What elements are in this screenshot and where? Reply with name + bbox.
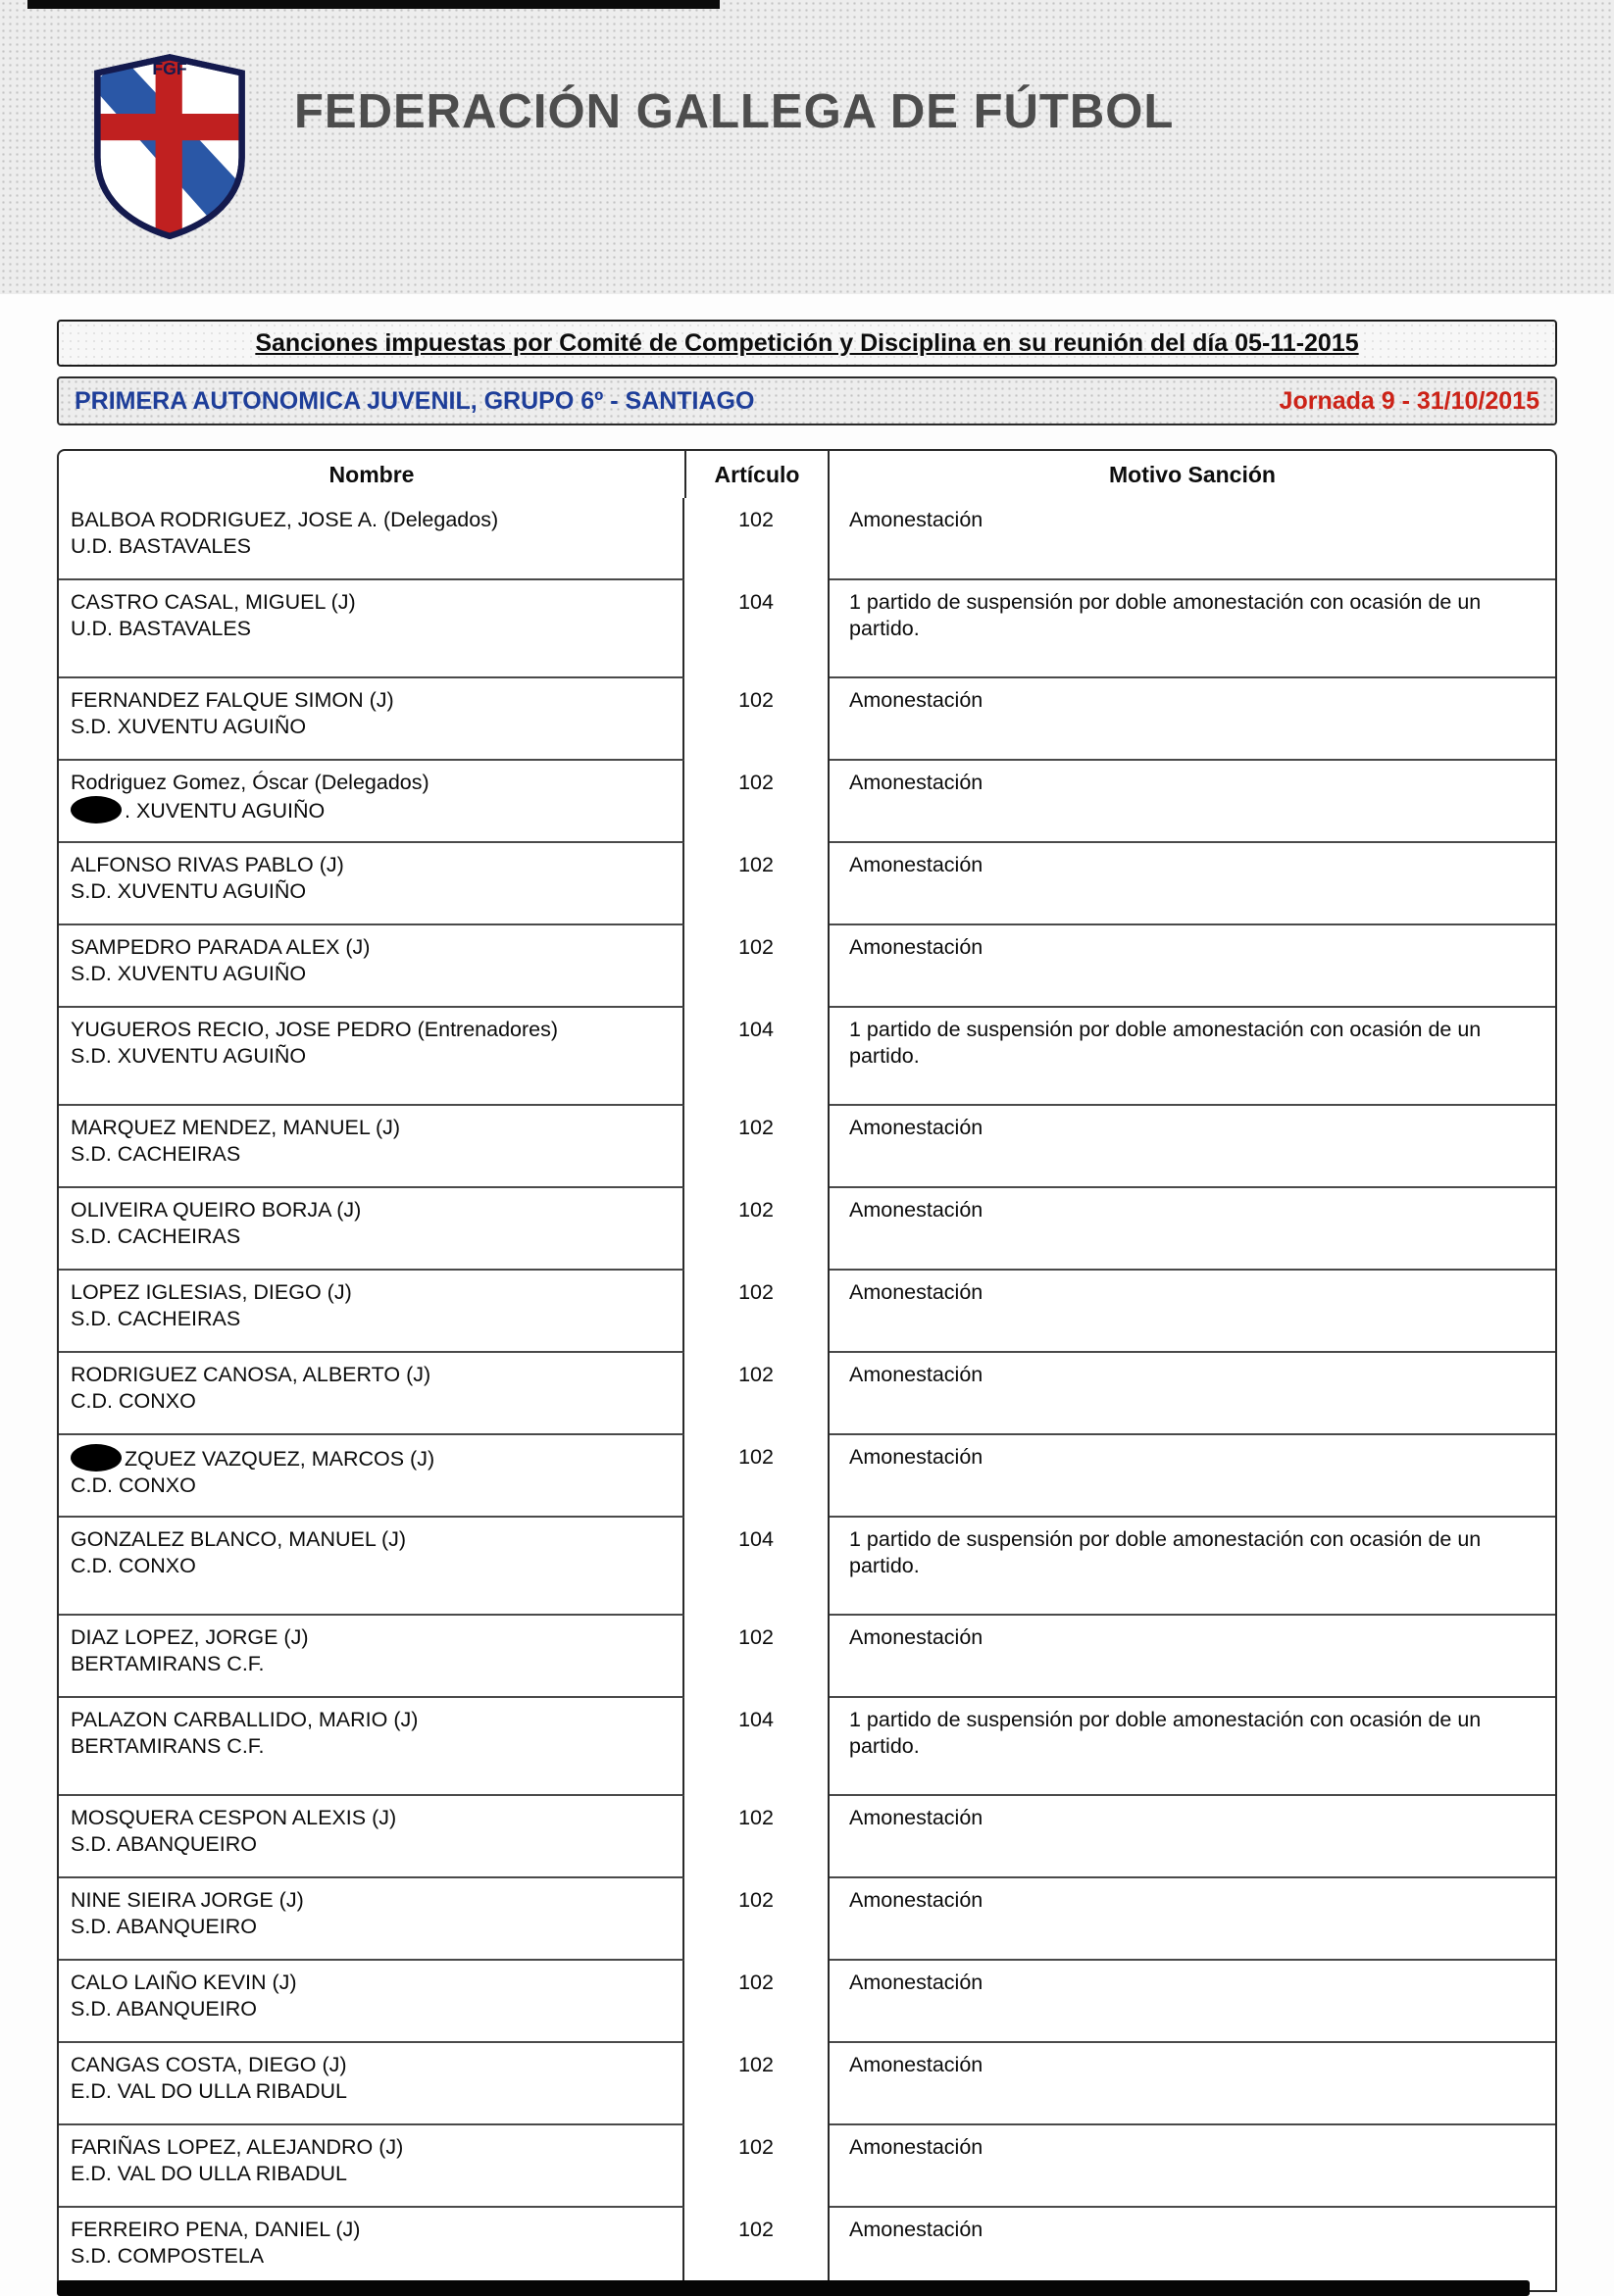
sanctions-title-box [57,320,1557,367]
name-cell [59,761,684,843]
sanction-reason: Amonestación [830,1271,1555,1353]
club-name: C.D. CONXO [71,1389,196,1413]
person-name: OLIVEIRA QUEIRO BORJA (J) [71,1198,362,1222]
article-number: 102 [684,2125,830,2208]
article-number: 102 [684,1188,830,1271]
jornada-label: Jornada 9 - 31/10/2015 [1279,386,1539,415]
sanction-reason: Amonestación [830,1435,1555,1518]
name-cell [59,1435,684,1518]
name-cell [59,498,684,580]
club-name: S.D. CACHEIRAS [71,1307,241,1330]
table-row [59,1616,1555,1698]
sanction-reason: Amonestación [830,1188,1555,1271]
club-name: U.D. BASTAVALES [71,534,251,558]
article-number: 102 [684,2208,830,2290]
name-cell [59,1878,684,1961]
sanctions-table [57,449,1557,2292]
article-number: 102 [684,1435,830,1518]
club-name: S.D. XUVENTU AGUIÑO [71,962,307,985]
scan-artifact-top [27,0,720,9]
table-row [59,1188,1555,1271]
club-name: E.D. VAL DO ULLA RIBADUL [71,2079,347,2103]
club-name: . XUVENTU AGUIÑO [71,796,673,824]
fgf-shield-logo-icon [90,51,249,239]
sanction-reason: Amonestación [830,678,1555,761]
table-row [59,843,1555,925]
scan-artifact-bottom [57,2280,1530,2296]
sanction-reason: Amonestación [830,1878,1555,1961]
name-cell [59,1188,684,1271]
article-number: 102 [684,925,830,1008]
sanctions-title: Sanciones impuestas por Comité de Competición y Disciplina en su reunión del día 05-11-2015 [255,328,1359,357]
logo-text: FGF [152,59,187,78]
person-name: PALAZON CARBALLIDO, MARIO (J) [71,1708,419,1731]
article-number: 104 [684,1518,830,1616]
club-name: E.D. VAL DO ULLA RIBADUL [71,2162,347,2185]
article-number: 102 [684,678,830,761]
article-number: 102 [684,1271,830,1353]
sanction-reason: Amonestación [849,2218,984,2241]
table-row [59,925,1555,1008]
person-name: CANGAS COSTA, DIEGO (J) [71,2053,347,2076]
article-number: 102 [684,1353,830,1435]
name-cell [59,1698,684,1796]
table-row [59,678,1555,761]
article-number: 102 [684,843,830,925]
name-cell [59,1353,684,1435]
table-header-row [59,451,1555,498]
sanction-reason: Amonestación [830,925,1555,1008]
org-title: FEDERACIÓN GALLEGA DE FÚTBOL [294,85,1175,138]
col-header-articulo: Artículo [684,451,830,498]
club-name: S.D. ABANQUEIRO [71,1832,257,1856]
redaction-blob [71,796,122,824]
person-name: ZQUEZ VAZQUEZ, MARCOS (J) [71,1444,673,1472]
club-name: S.D. ABANQUEIRO [71,1997,257,2021]
table-row [59,498,1555,580]
person-name: YUGUEROS RECIO, JOSE PEDRO (Entrenadores) [71,1018,559,1041]
logo-cross-vertical [156,51,182,239]
table-row [59,2208,1555,2290]
name-cell [59,1106,684,1188]
sanction-reason: Amonestación [830,498,1555,580]
sanction-reason: Amonestación [830,2125,1555,2208]
table-row [59,1271,1555,1353]
sanction-reason: 1 partido de suspensión por doble amonestación con ocasión de un partido. [830,580,1555,678]
person-name: CALO LAIÑO KEVIN (J) [71,1971,297,1994]
sanction-reason: Amonestación [830,2043,1555,2125]
person-name: MOSQUERA CESPON ALEXIS (J) [71,1806,397,1829]
sanction-reason: 1 partido de suspensión por doble amonestación con ocasión de un partido. [830,1008,1555,1106]
sanction-reason: Amonestación [830,1353,1555,1435]
person-name: RODRIGUEZ CANOSA, ALBERTO (J) [71,1363,431,1386]
table-row [59,1698,1555,1796]
table-row [59,1961,1555,2043]
article-number: 102 [684,1796,830,1878]
name-cell [59,1961,684,2043]
person-name: FERREIRO PENA, DANIEL (J) [71,2218,361,2241]
article-number: 102 [684,1961,830,2043]
club-name: BERTAMIRANS C.F. [71,1734,265,1758]
name-cell [59,2208,684,2290]
article-number: 102 [684,2043,830,2125]
club-name: S.D. CACHEIRAS [71,1142,241,1166]
table-row [59,1435,1555,1518]
person-name: LOPEZ IGLESIAS, DIEGO (J) [71,1280,352,1304]
table-row [59,761,1555,843]
article-number: 104 [684,1698,830,1796]
club-name: C.D. CONXO [71,1473,196,1497]
sanction-reason: 1 partido de suspensión por doble amonestación con ocasión de un partido. [830,1518,1555,1616]
club-name: U.D. BASTAVALES [71,617,251,640]
person-name: ALFONSO RIVAS PABLO (J) [71,853,344,876]
person-name: FERNANDEZ FALQUE SIMON (J) [71,688,394,712]
person-name: FARIÑAS LOPEZ, ALEJANDRO (J) [71,2135,404,2159]
sanction-reason: 1 partido de suspensión por doble amonestación con ocasión de un partido. [830,1698,1555,1796]
person-name: MARQUEZ MENDEZ, MANUEL (J) [71,1116,401,1139]
table-row [59,1106,1555,1188]
table-row [59,2043,1555,2125]
club-name: S.D. ABANQUEIRO [71,1915,257,1938]
club-name: S.D. XUVENTU AGUIÑO [71,1044,307,1068]
club-name: S.D. COMPOSTELA [71,2244,265,2268]
name-cell [59,2125,684,2208]
article-number: 104 [684,580,830,678]
col-header-nombre: Nombre [328,461,415,487]
person-name: BALBOA RODRIGUEZ, JOSE A. (Delegados) [71,508,499,531]
article-number: 104 [684,1008,830,1106]
name-cell [59,1271,684,1353]
article-number: 102 [684,1106,830,1188]
name-cell [59,925,684,1008]
article-number: 102 [684,1616,830,1698]
sanction-reason: Amonestación [830,761,1555,843]
header-band [0,0,1614,294]
club-name: C.D. CONXO [71,1554,196,1577]
person-name: DIAZ LOPEZ, JORGE (J) [71,1625,309,1649]
person-name: CASTRO CASAL, MIGUEL (J) [71,590,356,614]
sanction-reason: Amonestación [830,1796,1555,1878]
logo-cross-horizontal [91,114,248,140]
club-name: S.D. XUVENTU AGUIÑO [71,879,307,903]
col-header-motivo: Motivo Sanción [1109,461,1276,487]
article-number: 102 [684,1878,830,1961]
competition-name: PRIMERA AUTONOMICA JUVENIL, GRUPO 6º - SANTIAGO [75,386,755,415]
name-cell [59,1518,684,1616]
table-row [59,1796,1555,1878]
redaction-blob [71,1444,122,1472]
sanctions-table-body [59,498,1555,2290]
club-name: BERTAMIRANS C.F. [71,1652,265,1675]
article-number: 102 [684,498,830,580]
sanction-reason: Amonestación [830,1961,1555,2043]
table-row [59,1878,1555,1961]
name-cell [59,2043,684,2125]
sanction-reason: Amonestación [830,1106,1555,1188]
name-cell [59,678,684,761]
table-row [59,580,1555,678]
table-row [59,1008,1555,1106]
name-cell [59,1796,684,1878]
club-name: S.D. CACHEIRAS [71,1224,241,1248]
person-name: Rodriguez Gomez, Óscar (Delegados) [71,771,429,794]
sanction-reason: Amonestación [830,843,1555,925]
name-cell [59,580,684,678]
name-cell [59,843,684,925]
table-row [59,1518,1555,1616]
table-row [59,2125,1555,2208]
article-number: 102 [684,761,830,843]
person-name: NINE SIEIRA JORGE (J) [71,1888,304,1912]
club-name: S.D. XUVENTU AGUIÑO [71,715,307,738]
name-cell [59,1008,684,1106]
person-name: SAMPEDRO PARADA ALEX (J) [71,935,371,959]
table-row [59,1353,1555,1435]
name-cell [59,1616,684,1698]
sanction-reason: Amonestación [830,1616,1555,1698]
competition-bar [57,376,1557,425]
person-name: GONZALEZ BLANCO, MANUEL (J) [71,1527,407,1551]
